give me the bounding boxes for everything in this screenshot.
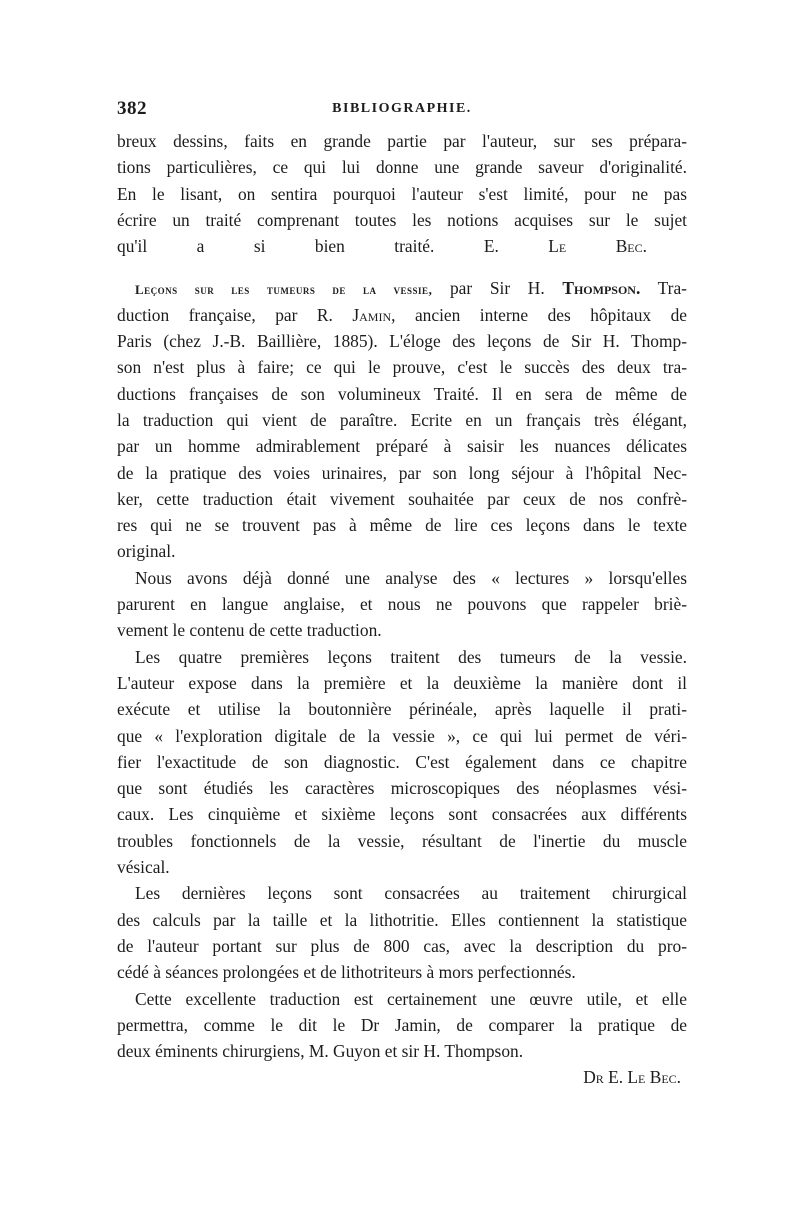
text-line: caux. Les cinquième et sixième leçons sont consacrées aux différents	[117, 804, 687, 825]
text-line: que sont étudiés les caractères microscopiques des néoplasmes vési-	[117, 778, 687, 799]
text-line: Paris (chez J.-B. Baillière, 1885). L'éloge des leçons de Sir H. Thomp-	[117, 331, 687, 352]
page-header	[117, 98, 687, 122]
text-fragment: ancien interne des hôpitaux de	[414, 304, 687, 325]
text-line: de l'auteur portant sur plus de 800 cas, avec la description du pro-	[117, 935, 687, 956]
text-line: res qui ne se trouvent pas à même de lire ces leçons dans le texte	[117, 515, 687, 536]
text-line: Nous avons déjà donné une analyse des « lectures » lorsqu'elles	[135, 567, 687, 588]
text-line: Les quatre premières leçons traitent des tumeurs de la vessie.	[135, 646, 687, 667]
page-body	[117, 128, 687, 1091]
text-line: de la pratique des voies urinaires, par son long séjour à l'hôpital Nec-	[117, 462, 687, 483]
previous-review	[117, 128, 687, 259]
text-line: permettra, comme le dit le Dr Jamin, de comparer la pratique de	[117, 1014, 687, 1035]
text-line: cédé à séances prolongées et de lithotriteurs à mors perfectionnés.	[117, 962, 576, 983]
text-line: troubles fonctionnels de la vessie, résultant de l'inertie du muscle	[117, 830, 687, 851]
text-line: vésical.	[117, 857, 170, 878]
text-line: Les dernières leçons sont consacrées au traitement chirurgical	[135, 883, 687, 904]
text-line: tions particulières, ce qui lui donne une grande saveur d'originalité.	[117, 157, 687, 178]
text-line: vement le contenu de cette traduction.	[117, 620, 382, 641]
review-book-author: Thompson.	[562, 278, 641, 299]
text-line: écrire un traité comprenant toutes les notions acquises sur le sujet	[117, 209, 687, 230]
text-line: la traduction qui vient de paraître. Ecrite en un français très élégant,	[117, 409, 687, 430]
text-line: breux dessins, faits en grande partie par l'auteur, sur ses prépara-	[117, 131, 687, 151]
running-title: BIBLIOGRAPHIE.	[332, 101, 472, 116]
review-title-line	[117, 275, 687, 301]
text-line: son n'est plus à faire; ce qui le prouve, c'est le succès des deux tra-	[117, 357, 687, 378]
text-line: des calculs par la taille et la lithotritie. Elles contiennent la statistique	[117, 909, 687, 930]
text-line: ker, cette traduction était vivement souhaitée par ceux de nos confrè-	[117, 488, 687, 509]
text-line: parurent en langue anglaise, et nous ne pouvons que rappeler briè-	[117, 594, 687, 615]
reviewer-signature: E. Le Bec.	[483, 236, 647, 257]
text-line: original.	[117, 541, 176, 562]
review-title-continuation: Tra-	[657, 278, 687, 299]
page-number: 382	[117, 98, 147, 119]
text-line: Cette excellente traduction est certainement une œuvre utile, et elle	[135, 988, 687, 1009]
text-line: exécute et utilise la boutonnière périnéale, après laquelle il prati-	[117, 699, 687, 720]
text-line: qu'il a si bien traité.	[117, 236, 435, 257]
review-title-by: par Sir H.	[449, 278, 545, 299]
review-translator: Jamin,	[352, 304, 396, 325]
text-line: par un homme admirablement préparé à saisir les nuances délicates	[117, 436, 687, 457]
text-line: deux éminents chirurgiens, M. Guyon et sir H. Thompson.	[117, 1041, 524, 1062]
text-fragment: duction française, par R.	[117, 304, 333, 325]
reviewer-signature: Dr E. Le Bec.	[583, 1067, 681, 1088]
text-line: que « l'exploration digitale de la vessie », ce qui lui permet de véri-	[117, 725, 687, 746]
review-thompson	[117, 275, 687, 1090]
text-line: En le lisant, on sentira pourquoi l'auteur s'est limité, pour ne pas	[117, 183, 687, 204]
text-line-with-signature	[117, 233, 687, 259]
review-translator-line	[117, 302, 687, 328]
text-line: fier l'exactitude de son diagnostic. C'est également dans ce chapitre	[117, 751, 687, 772]
text-line: L'auteur expose dans la première et la deuxième la manière dont il	[117, 672, 687, 693]
review-book-title: Leçons sur les tumeurs de la vessie,	[135, 282, 433, 298]
text-line: ductions françaises de son volumineux Traité. Il en sera de même de	[117, 383, 687, 404]
section-gap	[117, 259, 687, 275]
